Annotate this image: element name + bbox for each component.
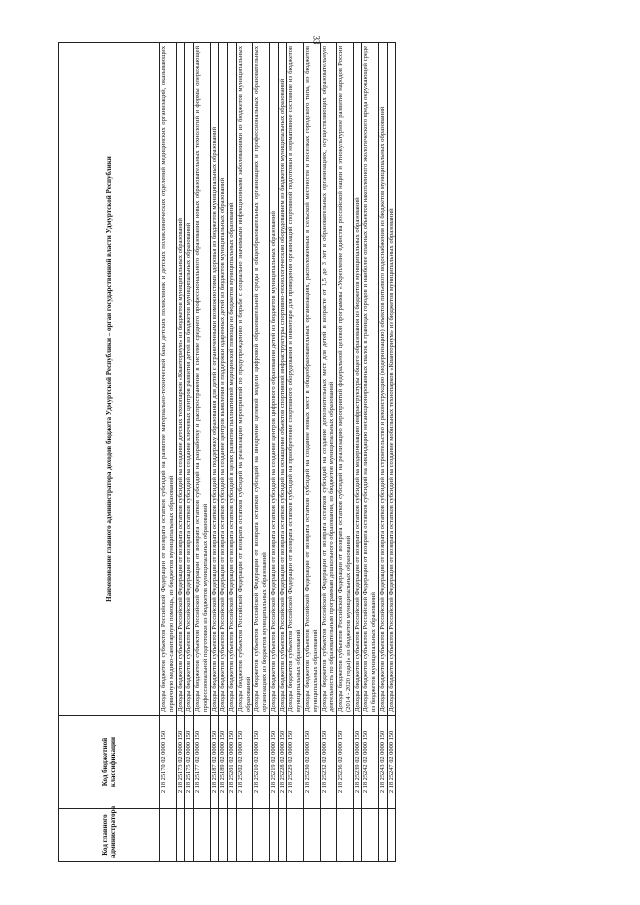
administrator-code-cell	[378, 809, 387, 862]
page-number: 33	[311, 35, 322, 45]
budget-classification-code-cell: 2 18 25189 02 0000 150	[219, 716, 228, 809]
budget-classification-code-cell: 2 18 25232 02 0000 150	[320, 716, 337, 809]
table-row	[160, 43, 177, 862]
administrator-code-cell	[160, 809, 177, 862]
table-row	[278, 43, 287, 862]
revenue-name-cell: Доходы бюджетов субъектов Российской Федерации от возврата остатков субсидий на создание мобильных технопарков «Кванториум» из бюджетов муниципальных образований	[387, 43, 396, 716]
table-row	[236, 43, 253, 862]
budget-classification-code-cell: 2 18 25177 02 0000 150	[194, 716, 211, 809]
administrator-code-cell	[362, 809, 379, 862]
budget-classification-code-cell: 2 18 25201 02 0000 150	[228, 716, 237, 809]
table-row	[219, 43, 228, 862]
table-row	[378, 43, 387, 862]
administrator-code-cell	[278, 809, 287, 862]
administrator-code-cell	[194, 809, 211, 862]
budget-classification-code-cell: 2 18 25187 02 0000 150	[210, 716, 219, 809]
budget-classification-code-cell: 2 18 25242 02 0000 150	[362, 716, 379, 809]
budget-classification-code-cell: 2 18 25230 02 0000 150	[304, 716, 321, 809]
revenue-name-cell: Доходы бюджетов субъектов Российской Федерации от возврата остатков субсидий на ликвидацию несанкционированных свалок в границах городов и наиболее опасных объектов накопленного экологического вреда окружающей среде из бюджетов муниципальных образований	[362, 43, 379, 716]
budget-classification-code-cell: 2 18 25236 02 0000 150	[337, 716, 354, 809]
table-row	[304, 43, 321, 862]
revenue-name-cell: Доходы бюджетов субъектов Российской Федерации от возврата остатков субсидий на создание дополнительных мест для детей в возрасте от 1,5 до 3 лет в образовательных организациях, осуществляющих образовательную деятельность по образовательным программам дошкольного образования, из бюджетов муниципальных образований	[320, 43, 337, 716]
administrator-code-cell	[176, 809, 185, 862]
administrator-code-cell	[287, 809, 304, 862]
table-row	[387, 43, 396, 862]
revenue-name-cell: Доходы бюджетов субъектов Российской Федерации от возврата остатков субсидий на реализацию мероприятий федеральной целевой программы «Укрепление единства российской нации и этнокультурное развитие народов России (2014 - 2020 годы)» из бюджетов муниципальных образований	[337, 43, 354, 716]
table-row	[210, 43, 219, 862]
revenue-name-cell: Доходы бюджетов субъектов Российской Федерации от возврата остатков субсидий на создание центров выявления и поддержки одаренных детей из бюджетов муниципальных образований	[219, 43, 228, 716]
document-table-area	[58, 42, 618, 862]
budget-classification-code-cell: 2 18 25219 02 0000 150	[269, 716, 278, 809]
revenue-name-cell: Доходы бюджетов субъектов Российской Федерации от возврата остатков субсидий в целях развития паллиативной медицинской помощи из бюджетов муниципальных образований	[228, 43, 237, 716]
administrator-code-cell	[185, 809, 194, 862]
table-row	[253, 43, 270, 862]
revenue-name-cell: Доходы бюджетов субъектов Российской Федерации от возврата остатков субсидий на разработку и распространение в системе среднего профессионального образования новых образовательных технологий и формы опережающей профессиональной подготовки из бюджетов муниципальных образований	[194, 43, 211, 716]
revenue-name-cell: Доходы бюджетов субъектов Российской Федерации от возврата остатков субсидий на приобретение спортивного оборудования и инвентаря для приведения организаций спортивной подготовки в нормативное состояние из бюджетов муниципальных образований	[287, 43, 304, 716]
revenue-name-cell: Доходы бюджетов субъектов Российской Федерации от возврата остатков субсидий на модернизацию инфраструктуры общего образования из бюджетов муниципальных образований	[353, 43, 362, 716]
table-row	[362, 43, 379, 862]
administrator-code-cell	[337, 809, 354, 862]
revenue-name-cell: Доходы бюджетов субъектов Российской Федерации от возврата остатков субсидий на внедрение целевой модели цифровой образовательной среды в общеобразовательных организациях и профессиональных образовательных организациях из бюджетов муниципальных образований	[253, 43, 270, 716]
administrator-code-cell	[353, 809, 362, 862]
table-row	[353, 43, 362, 862]
revenue-name-cell: Доходы бюджетов субъектов Российской Федерации от возврата остатков субсидий на реализацию мероприятий по предупреждению и борьбе с социально значимыми инфекционными заболеваниями из бюджетов муниципальных образований	[236, 43, 253, 716]
budget-classification-code-cell: 2 18 25173 02 0000 150	[176, 716, 185, 809]
revenue-name-cell: Доходы бюджетов субъектов Российской Федерации от возврата остатков субсидий на оснащение объектов спортивной инфраструктуры спортивно-технологическим оборудованием из бюджетов муниципальных образований	[278, 43, 287, 716]
administrator-code-cell	[219, 809, 228, 862]
budget-classification-code-cell: 2 18 25239 02 0000 150	[353, 716, 362, 809]
administrator-code-cell	[210, 809, 219, 862]
revenue-name-cell: Доходы бюджетов субъектов Российской Федерации от возврата остатков субсидий на создание ключевых центров развития детей из бюджетов муниципальных образований	[185, 43, 194, 716]
budget-classification-code-cell: 2 18 25202 02 0000 150	[236, 716, 253, 809]
revenue-name-cell: Доходы бюджетов субъектов Российской Федерации от возврата остатков субсидий на строительство и реконструкцию (модернизацию) объектов питьевого водоснабжения из бюджетов муниципальных образований	[378, 43, 387, 716]
revenue-name-cell: Доходы бюджетов субъектов Российской Федерации от возврата остатков субсидий на создание центров цифрового образования детей из бюджетов муниципальных образований	[269, 43, 278, 716]
budget-classification-code-cell: 2 18 25229 02 0000 150	[287, 716, 304, 809]
table-row	[320, 43, 337, 862]
column-header-administrator-code: Код главного администратора	[59, 809, 160, 862]
administrator-code-cell	[228, 809, 237, 862]
administrator-code-cell	[253, 809, 270, 862]
column-header-administrator-name: Наименование главного администратора доходов бюджета Удмуртской Республики – орган государственной власти Удмуртской Республики	[59, 43, 160, 716]
column-header-budget-classification-code: Код бюджетной классификации	[59, 716, 160, 809]
revenue-name-cell: Доходы бюджетов субъектов Российской Федерации от возврата остатков субсидий на поддержку образования для детей с ограниченными возможностями здоровья из бюджетов муниципальных образований	[210, 43, 219, 716]
table-row	[176, 43, 185, 862]
budget-classification-code-cell: 2 18 25210 02 0000 150	[253, 716, 270, 809]
administrator-code-cell	[304, 809, 321, 862]
table-row	[228, 43, 237, 862]
budget-classification-code-cell: 2 18 25243 02 0000 150	[378, 716, 387, 809]
table-header-row	[59, 43, 160, 862]
revenue-name-cell: Доходы бюджетов субъектов Российской Федерации от возврата остатков субсидий на развитие материально-технической базы детских поликлиник и детских поликлинических отделений медицинских организаций, оказывающих первичную медико-санитарную помощь, из бюджетов муниципальных образований	[160, 43, 177, 716]
budget-classification-code-cell: 2 18 25175 02 0000 150	[185, 716, 194, 809]
administrator-code-cell	[269, 809, 278, 862]
table-row	[287, 43, 304, 862]
table-row	[337, 43, 354, 862]
administrator-code-cell	[320, 809, 337, 862]
table-row	[185, 43, 194, 862]
budget-classification-code-cell: 2 18 25170 02 0000 150	[160, 716, 177, 809]
budget-classification-code-cell: 2 18 25247 02 0000 150	[387, 716, 396, 809]
table-row	[194, 43, 211, 862]
revenue-name-cell: Доходы бюджетов субъектов Российской Федерации от возврата остатков субсидий на создание новых мест в общеобразовательных организациях, расположенных в сельской местности и поселках городского типа, из бюджетов муниципальных образований	[304, 43, 321, 716]
revenue-administrators-table	[58, 42, 396, 862]
administrator-code-cell	[387, 809, 396, 862]
revenue-name-cell: Доходы бюджетов субъектов Российской Федерации от возврата остатков субсидий на создание детских технопарков «Кванториум» из бюджетов муниципальных образований	[176, 43, 185, 716]
budget-classification-code-cell: 2 18 25228 02 0000 150	[278, 716, 287, 809]
table-row	[269, 43, 278, 862]
administrator-code-cell	[236, 809, 253, 862]
